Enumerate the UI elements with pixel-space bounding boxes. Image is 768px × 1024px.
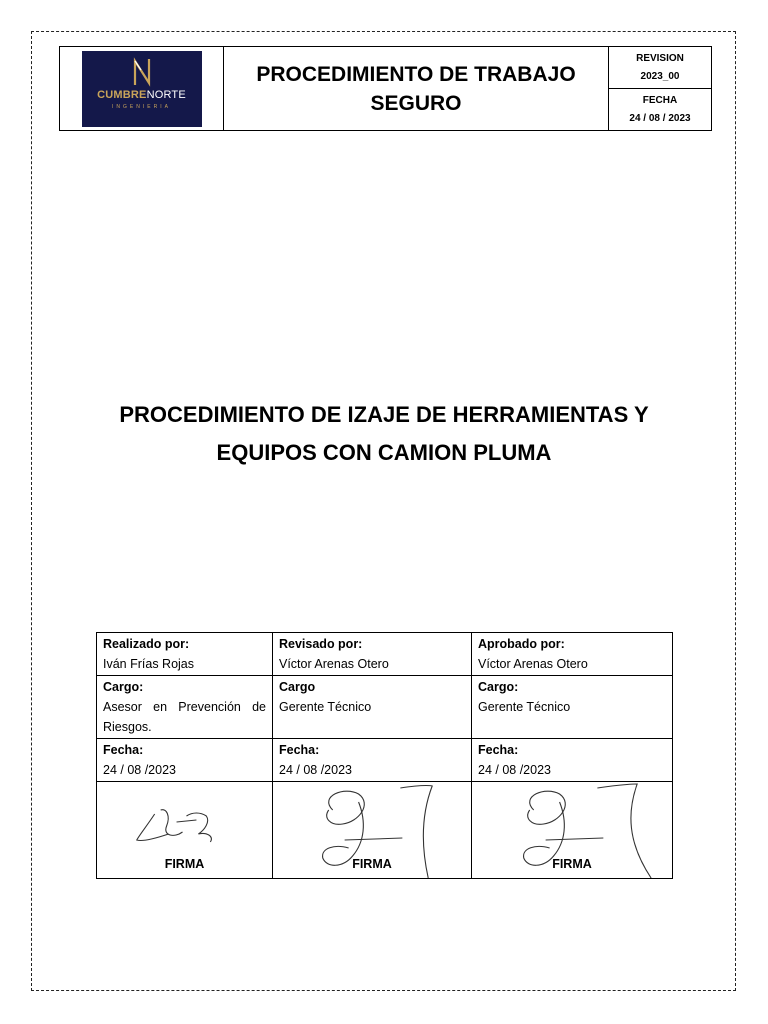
logo-subtitle: INGENIERIA <box>112 103 171 110</box>
logo-brand <box>97 89 186 101</box>
aprobado-fecha-cell <box>472 739 673 782</box>
header-meta <box>609 47 711 130</box>
revisado-signature-cell <box>273 782 472 879</box>
revisado-fecha-cell <box>273 739 472 782</box>
logo-brand-part1: CUMBRE <box>97 88 147 101</box>
realizado-fecha-label: Fecha: <box>103 743 144 757</box>
header-title <box>224 47 609 130</box>
table-row <box>97 739 673 782</box>
logo-brand-part2: NORTE <box>146 88 186 101</box>
aprobado-cargo-cell <box>472 676 673 739</box>
revisado-cargo-cell <box>273 676 472 739</box>
revision-label: REVISION <box>636 52 684 64</box>
aprobado-cargo: Gerente Técnico <box>478 700 571 714</box>
revisado-name: Víctor Arenas Otero <box>279 657 389 671</box>
realizado-cargo-line1: Asesor en Prevención de <box>103 700 266 714</box>
header-title-line2: SEGURO <box>370 91 462 115</box>
aprobado-signature-cell <box>472 782 673 879</box>
realizado-fecha-cell <box>97 739 273 782</box>
table-row <box>97 782 673 879</box>
revisado-cargo-label: Cargo <box>279 680 316 694</box>
revision-box <box>609 47 711 88</box>
realizado-cell <box>97 633 273 676</box>
table-row <box>97 633 673 676</box>
aprobado-fecha: 24 / 08 /2023 <box>478 763 551 777</box>
realizado-cargo-cell <box>97 676 273 739</box>
logo-mark-icon <box>131 57 153 87</box>
realizado-firma-label: FIRMA <box>164 857 205 871</box>
header-title-line1: PROCEDIMIENTO DE TRABAJO <box>256 62 576 86</box>
aprobado-name: Víctor Arenas Otero <box>478 657 588 671</box>
realizado-cargo-label: Cargo: <box>103 680 144 694</box>
document-title-line1: PROCEDIMIENTO DE IZAJE DE HERRAMIENTAS Y <box>119 402 649 427</box>
realizado-label: Realizado por: <box>103 637 190 651</box>
revision-value: 2023_00 <box>640 70 680 82</box>
revisado-fecha: 24 / 08 /2023 <box>279 763 352 777</box>
realizado-cargo-line2: Riesgos. <box>103 720 152 734</box>
revisado-firma-label: FIRMA <box>352 857 392 871</box>
document-header <box>59 46 712 131</box>
fecha-value: 24 / 08 / 2023 <box>629 112 691 124</box>
approval-table <box>96 632 673 879</box>
revisado-fecha-label: Fecha: <box>279 743 320 757</box>
realizado-fecha: 24 / 08 /2023 <box>103 763 176 777</box>
realizado-signature-cell <box>97 782 273 879</box>
revisado-cargo: Gerente Técnico <box>279 700 372 714</box>
aprobado-fecha-label: Fecha: <box>478 743 519 757</box>
aprobado-label: Aprobado por: <box>478 637 565 651</box>
aprobado-cell <box>472 633 673 676</box>
logo-cell <box>60 47 224 130</box>
realizado-name: Iván Frías Rojas <box>103 657 195 671</box>
document-title-line2: EQUIPOS CON CAMION PLUMA <box>216 440 552 465</box>
table-row <box>97 676 673 739</box>
fecha-box <box>609 88 711 130</box>
company-logo <box>82 51 202 127</box>
document-title <box>60 396 708 472</box>
aprobado-cargo-label: Cargo: <box>478 680 519 694</box>
revisado-label: Revisado por: <box>279 637 363 651</box>
aprobado-firma-label: FIRMA <box>552 857 592 871</box>
fecha-label: FECHA <box>642 94 678 106</box>
revisado-cell <box>273 633 472 676</box>
